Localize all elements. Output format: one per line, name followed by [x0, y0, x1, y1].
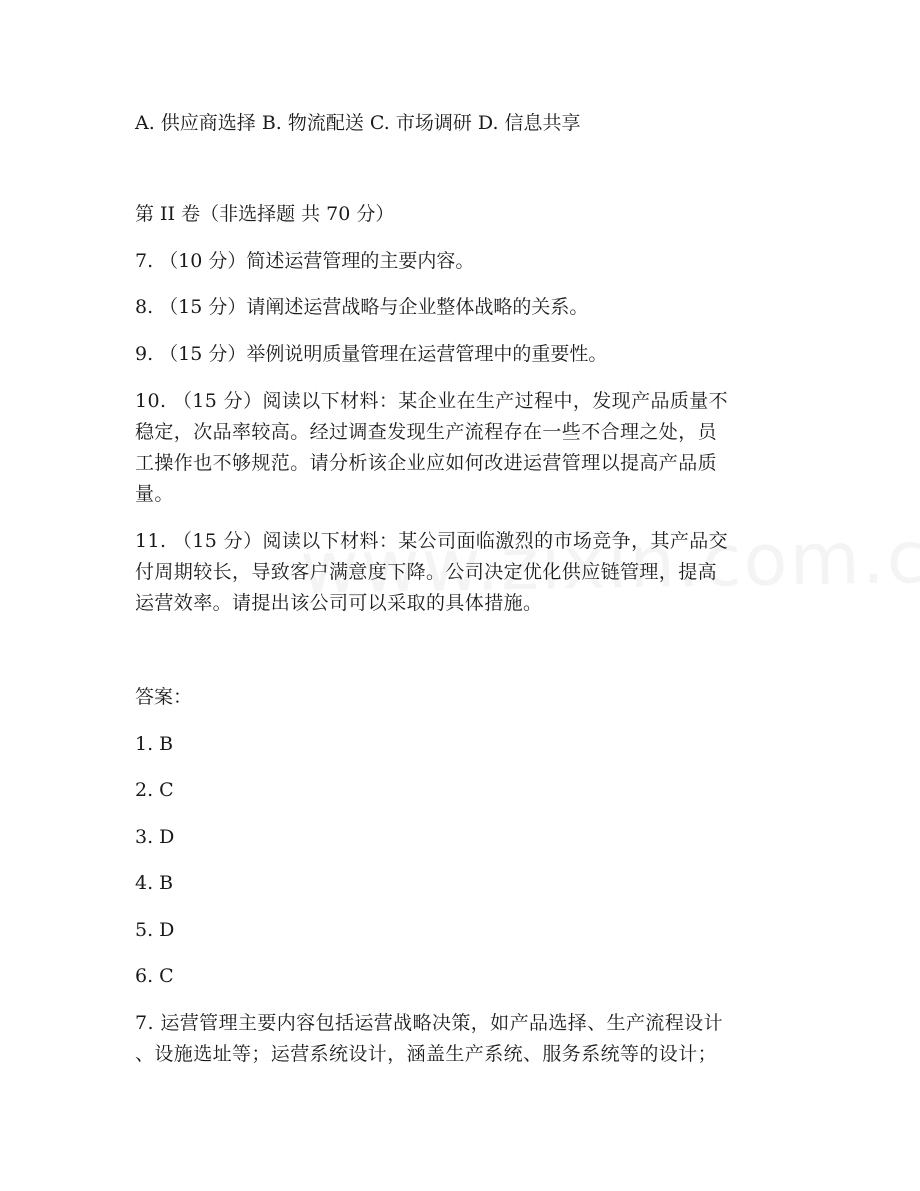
question-10-line: 量。 — [135, 483, 174, 505]
answers-heading: 答案： — [135, 686, 193, 708]
answer-7 — [135, 1008, 785, 1070]
answer-1: 1. B — [135, 733, 174, 755]
question-11-line: 11. （15 分）阅读以下材料：某公司面临激烈的市场竞争，其产品交 — [135, 530, 729, 552]
answer-6: 6. C — [135, 965, 174, 987]
question-10-line: 工操作也不够规范。请分析该企业应如何改进运营管理以提高产品质 — [135, 452, 718, 474]
question-10-line: 稳定，次品率较高。经过调查发现生产流程存在一些不合理之处，员 — [135, 421, 718, 443]
question-10 — [135, 386, 785, 510]
answer-7-line: 7. 运营管理主要内容包括运营战略决策，如产品选择、生产流程设计 — [135, 1012, 723, 1034]
question-11 — [135, 526, 785, 619]
answer-7-line: 、设施选址等；运营系统设计，涵盖生产系统、服务系统等的设计； — [135, 1043, 718, 1065]
question-10-line: 10. （15 分）阅读以下材料：某企业在生产过程中，发现产品质量不 — [135, 390, 729, 412]
answer-5: 5. D — [135, 919, 175, 941]
question-9: 9. （15 分）举例说明质量管理在运营管理中的重要性。 — [135, 343, 608, 365]
section-title: 第 II 卷（非选择题 共 70 分） — [135, 203, 395, 225]
answer-3: 3. D — [135, 826, 175, 848]
answer-2: 2. C — [135, 779, 174, 801]
question-11-line: 运营效率。请提出该公司可以采取的具体措施。 — [135, 592, 543, 614]
question-7: 7. （10 分）简述运营管理的主要内容。 — [135, 250, 475, 272]
answer-4: 4. B — [135, 872, 174, 894]
question-8: 8. （15 分）请阐述运营战略与企业整体战略的关系。 — [135, 296, 589, 318]
question-11-line: 付周期较长，导致客户满意度下降。公司决定优化供应链管理，提高 — [135, 561, 718, 583]
options-line: A. 供应商选择 B. 物流配送 C. 市场调研 D. 信息共享 — [135, 112, 581, 134]
